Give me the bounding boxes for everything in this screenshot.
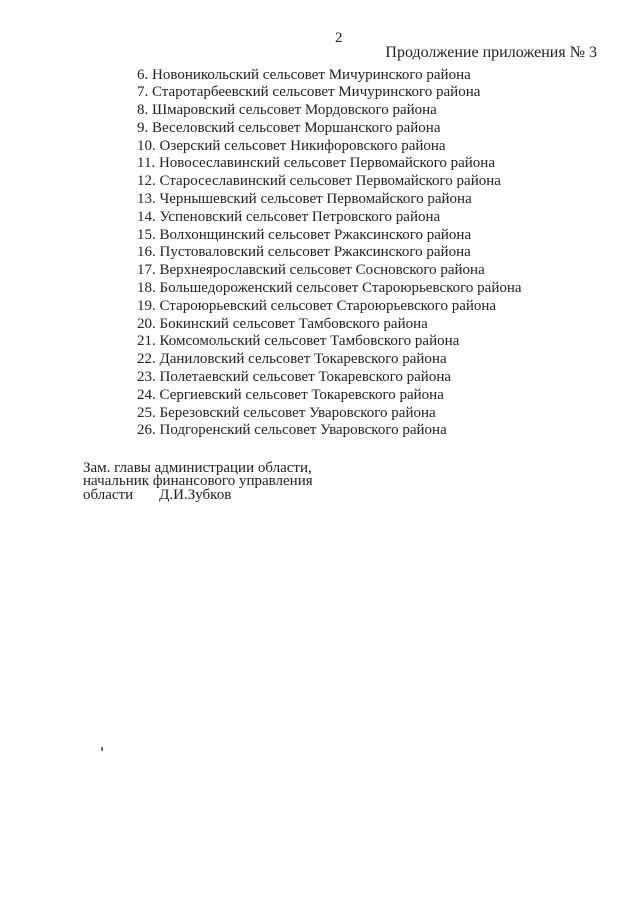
list-item: 8. Шмаровский сельсовет Мордовского района xyxy=(137,102,437,119)
list-item: 16. Пустоваловский сельсовет Ржаксинского района xyxy=(137,244,471,261)
signature-block xyxy=(83,459,313,503)
list-item: 18. Большедороженский сельсовет Староюрьевского района xyxy=(137,280,522,297)
list-item: 10. Озерский сельсовет Никифоровского района xyxy=(137,137,446,154)
signature-title-line-3-label: области xyxy=(83,486,134,503)
list-item: 24. Сергиевский сельсовет Токаревского района xyxy=(137,386,444,403)
signature-title-line-3 xyxy=(83,486,313,503)
list-item: 9. Веселовский сельсовет Моршанского района xyxy=(137,119,441,136)
list-item: 15. Волхонщинский сельсовет Ржаксинского района xyxy=(137,226,472,243)
page-number: 2 xyxy=(335,30,343,46)
list-item: 23. Полетаевский сельсовет Токаревского района xyxy=(137,369,452,386)
selsoviet-list xyxy=(137,67,522,441)
list-item: 14. Успеновский сельсовет Петровского района xyxy=(137,208,441,225)
list-item: 11. Новосеславинский сельсовет Первомайского района xyxy=(137,155,495,172)
list-item: 19. Староюрьевский сельсовет Староюрьевского района xyxy=(137,297,497,314)
list-item: 12. Старосеславинский сельсовет Первомайского района xyxy=(137,173,501,190)
signatory-name: Д.И.Зубков xyxy=(159,486,232,503)
list-item: 6. Новоникольский сельсовет Мичуринского района xyxy=(137,66,471,83)
appendix-continuation-header: Продолжение приложения № 3 xyxy=(385,43,597,61)
list-item: 7. Старотарбеевский сельсовет Мичуринского района xyxy=(137,84,481,101)
signature-title-line-1: Зам. главы администрации области, xyxy=(83,459,312,476)
list-item: 25. Березовский сельсовет Уваровского района xyxy=(137,404,436,421)
list-item: 26. Подгоренский сельсовет Уваровского района xyxy=(137,422,447,439)
signature-title-line-2: начальник финансового управления xyxy=(83,473,313,490)
list-item: 22. Даниловский сельсовет Токаревского района xyxy=(137,351,447,368)
scan-artifact xyxy=(101,747,103,751)
list-item: 17. Верхнеярославский сельсовет Сосновского района xyxy=(137,262,485,279)
list-item: 20. Бокинский сельсовет Тамбовского района xyxy=(137,315,428,332)
list-item: 13. Чернышевский сельсовет Первомайского района xyxy=(137,191,472,208)
list-item: 21. Комсомольский сельсовет Тамбовского района xyxy=(137,333,460,350)
